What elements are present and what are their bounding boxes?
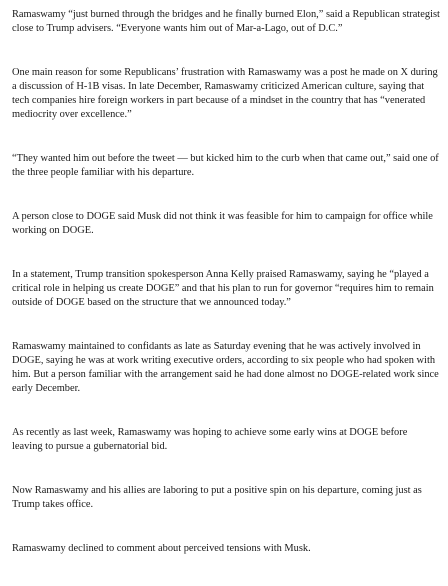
article-paragraph: Ramaswamy “just burned through the bridges and he finally burned Elon,” said a Republican strategist close to Trump advisers. “Everyone wants him out of Mar-a-Lago, out of D.C.” (12, 9, 440, 34)
article-paragraph: Now Ramaswamy and his allies are laboring to put a positive spin on his departure, coming just as Trump takes office. (12, 485, 422, 510)
article-paragraph: Ramaswamy maintained to confidants as late as Saturday evening that he was actively involved in DOGE, saying he was at work writing executive orders, according to six people who had spoken with him. But a person familiar with the arrangement said he had done almost no DOGE-related work since early December. (12, 341, 439, 394)
article-paragraph: Ramaswamy declined to comment about perceived tensions with Musk. (12, 543, 311, 554)
article-paragraph: “They wanted him out before the tweet — but kicked him to the curb when that came out,” said one of the three people familiar with his departure. (12, 153, 439, 178)
article-paragraph: A person close to DOGE said Musk did not think it was feasible for him to campaign for office while working on DOGE. (12, 211, 433, 236)
article-paragraph: As recently as last week, Ramaswamy was hoping to achieve some early wins at DOGE before leaving to pursue a gubernatorial bid. (12, 427, 408, 452)
article-body (12, 8, 440, 586)
article-paragraph: In a statement, Trump transition spokesperson Anna Kelly praised Ramaswamy, saying he “played a critical role in helping us create DOGE” and that his plan to run for governor “requires him to remain outside of DOGE based on the structure that we announced today.” (12, 269, 434, 308)
article-paragraph: One main reason for some Republicans’ frustration with Ramaswamy was a post he made on X during a discussion of H-1B visas. In late December, Ramaswamy criticized American culture, saying that tech companies hire foreign workers in part because of a mindset in the country that has “venerated mediocrity over excellence.” (12, 67, 438, 120)
